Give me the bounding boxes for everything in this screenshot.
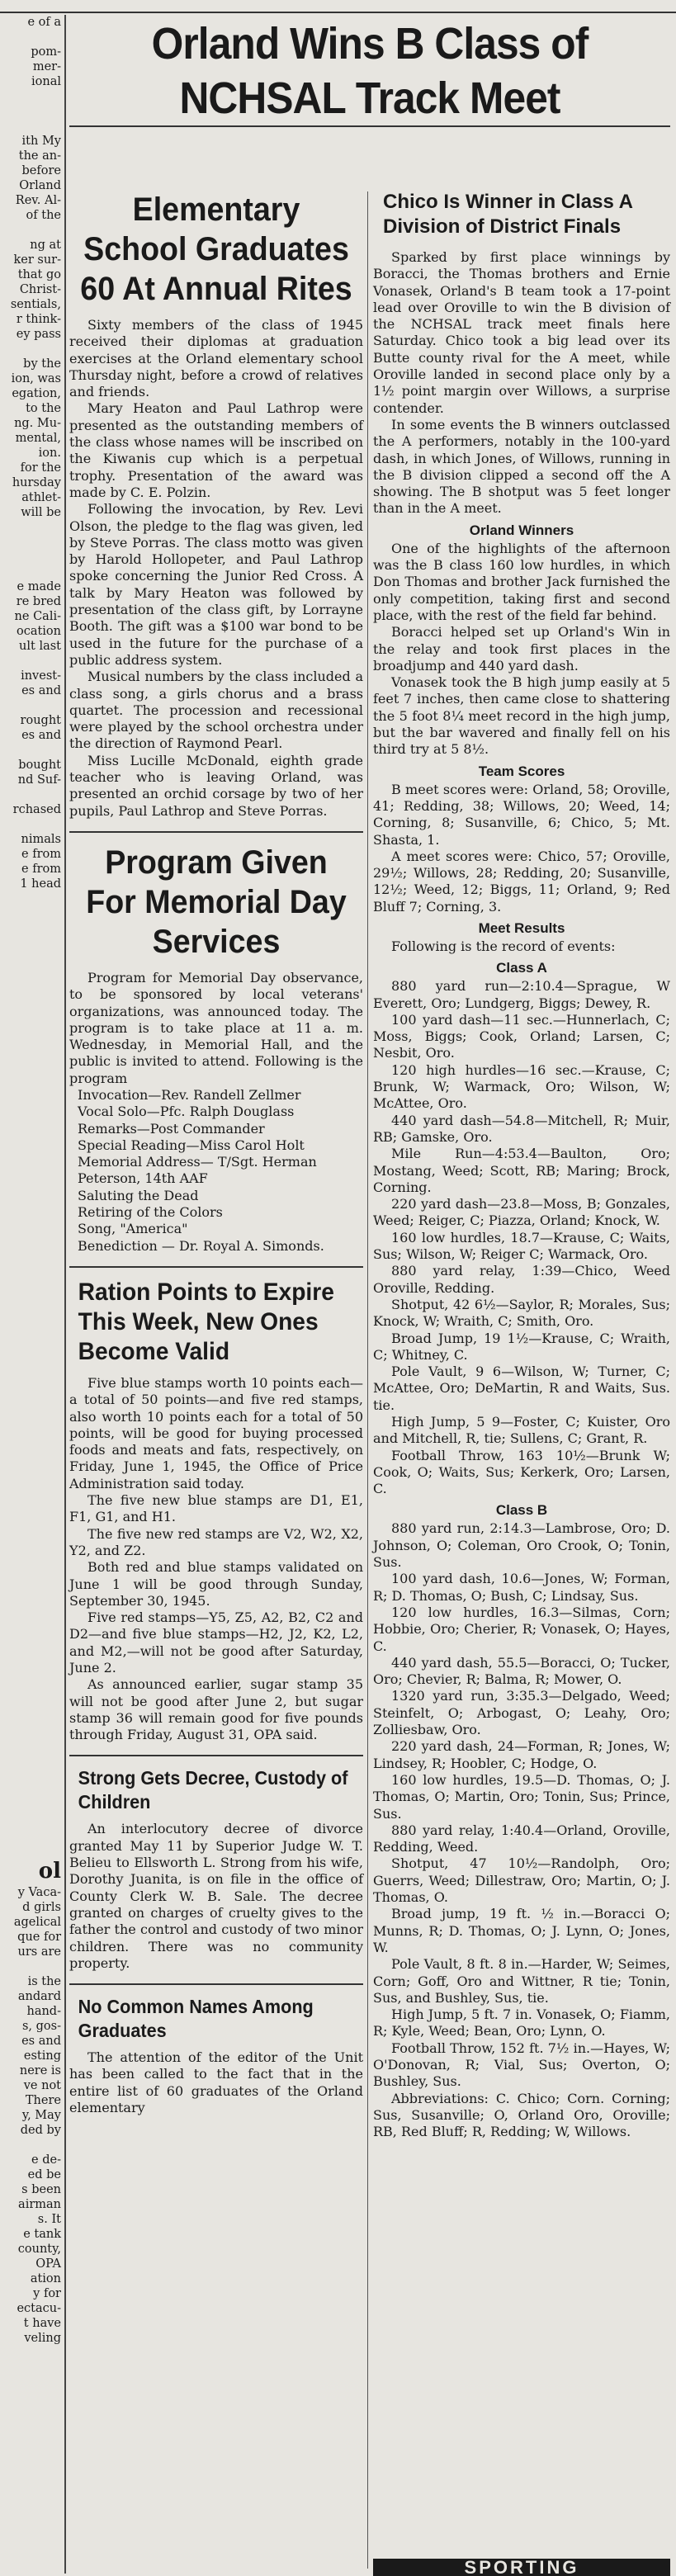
elementary-paragraph: Mary Heaton and Paul Lathrop were presented as the outstanding members of the class whose names will be inscribed on the Kiwanis cup which is a perpetual trophy. Presentation of the award was made by C. E. Polzin. [69,400,363,500]
ration-headline: Ration Points to Expire This Week, New Ones Become Valid [78,1278,334,1365]
left-strip-line [0,223,64,238]
left-strip-line [0,654,64,669]
class-b-event: Abbreviations: C. Chico; Corn. Corning; Sus, Susanville; O, Orland Oro, Oroville; RB, Red Bluff; R, Redding; W, Willows. [373,2090,670,2140]
ration-article-body [69,1375,363,1744]
left-strip-line [0,30,64,45]
chico-paragraph: Sparked by first place winnings by Boracci, the Thomas brothers and Ernie Vonasek, Orland's B team took a 17-point lead over Oroville to win the B division of the NCHSAL track meet finals here Saturday. Chico took a big lead over its Butte county rival for the A meet, while Oroville landed in second place only by a 1½ point margin over Willows, a surprise contender. [373,249,670,416]
program-item: Song, "America" [78,1221,188,1237]
left-strip-line: ocation [16,625,61,638]
left-strip-line [0,119,64,134]
chico-paragraph: In some events the B winners outclassed the A performers, notably in the 100-yard dash, in which Jones, of Willows, running in the B division clipped a second off the A showing. The B shotput was 5 feet longer than in the A meet. [373,416,670,517]
left-strip-line: ectacu- [17,2302,61,2315]
left-strip-line: that go [17,268,61,281]
program-item: Remarks—Post Commander [78,1120,265,1137]
left-strip-line: will be [21,506,61,519]
left-strip-line: e from [21,863,61,876]
class-a-event: Pole Vault, 9 6—Wilson, W; Turner, C; McAttee, Oro; DeMartin, R and Waits, Sus. tie. [373,1364,670,1413]
results-intro: Following is the record of events: [391,938,616,954]
class-a-event: Mile Run—4:53.4—Baulton, Oro; Mostang, Weed; Scott, RB; Maring; Brock, Corning. [373,1146,670,1195]
program-item: Memorial Address— T/Sgt. Herman Peterson, 14th AAF [78,1154,317,1187]
left-strip-line: e made [17,580,61,593]
left-strip-line: s, gos- [21,2020,61,2033]
memorial-program-list [69,1087,363,1255]
class-b-event: Pole Vault, 8 ft. 8 in.—Harder, W; Seimes, Corn; Goff, Oro and Wittner, R tie; Tonin, Sus, and Bushley, Sus, tie. [373,1956,670,2006]
left-strip-line: que for [17,1931,61,1944]
ration-paragraph: The five new red stamps are V2, W2, X2, Y2, and Z2. [69,1525,363,1558]
column-divider [367,191,368,2569]
left-strip-line: es and [21,729,61,742]
class-a-event: 160 low hurdles, 18.7—Krause, C; Waits, Sus; Wilson, W; Reiger C; Warmack, Oro. [373,1229,670,1263]
left-strip-line: agelical [13,1916,61,1929]
left-strip-line: ion, was [11,372,61,385]
names-headline: No Common Names Among Graduates [78,1996,314,2042]
left-strip-line: Rev. Al- [15,194,61,207]
winners-body [373,541,670,759]
left-strip-line [0,2138,64,2153]
left-strip-line: es and [21,2035,61,2048]
left-strip-line: t have [23,2317,61,2330]
class-a-event: High Jump, 5 9—Foster, C; Kuister, Oro and Mitchell, R, tie; Sullens, C; Grant, R. [373,1414,670,1447]
left-strip-line: rought [20,714,61,727]
ration-paragraph: Five blue stamps worth 10 points each—a total of 50 points—and five red stamps, also worth 10 points each for a total of 50 points, will be good for buying processed foods and meats and fats, respectively, on Friday, June 1, 1945, the Office of Price Administration said today. [69,1374,363,1491]
class-b-results [373,1520,670,2140]
custody-body: An interlocutory decree of divorce granted May 11 by Superior Judge W. T. Belieu to Ellsworth L. Strong from his wife, Dorothy Juanita, is on file in the office of County Clerk W. B. Sale. The decree granted on charges of cruelty gives to the father the control and custody of two minor children. There was no community property. [69,1821,363,1971]
class-b-subhead: Class B [495,1502,548,1519]
left-strip-line [0,698,64,713]
class-a-subhead: Class A [496,960,547,976]
chico-article-body [373,249,670,518]
team-scores-subhead: Team Scores [478,763,565,779]
left-article-column [69,190,363,2116]
left-strip-line: to the [26,402,61,415]
left-strip-line [0,787,64,802]
main-headline [69,17,670,127]
sporting-banner: SPORTING [373,2559,670,2576]
left-strip-line: ng. Mu- [14,417,61,430]
elementary-article-body [69,317,363,820]
left-strip-line: pom- [31,45,61,59]
left-strip-line: ng at [30,239,61,252]
elementary-paragraph: Following the invocation, by Rev. Levi Olson, the pledge to the flag was given, led by Steve Porras. The class motto was given by Harold Hollopeter, and Paul Lathrop spoke concerning the Junior Red Cross. A talk by Mary Heaton was followed by presentation of the class gift, by Lorrayne Booth. The gift was a $100 war bond to be used in the future for the purchase of a public address system. [69,501,363,668]
left-strip-line: e of a [27,16,61,29]
left-cutoff-column [0,15,66,2574]
orland-winners-subhead: Orland Winners [469,522,574,538]
top-masthead-fragment [0,0,676,13]
left-strip-line: for the [20,461,61,475]
scores-paragraph: A meet scores were: Chico, 57; Oroville, 29½; Willows, 28; Redding, 20; Susanville, 12½; Weed, 12; Biggs, 11; Orland, 9; Red Bluff 7; Corning, 3. [373,848,670,915]
left-strip-line: athlet- [21,491,61,504]
elementary-paragraph: Musical numbers by the class included a class song, a girls chorus and a brass quartet. The procession and recessional were played by the school orchestra under the direction of Raymond Pearl. [69,669,363,752]
left-strip-line: ol [38,1859,61,1884]
scores-paragraph: B meet scores were: Orland, 58; Oroville, 41; Redding, 38; Willows, 20; Weed, 14; Corning, 8; Susanville, 6; Chico, 5; Mt. Shasta, 1. [373,781,670,848]
left-strip-line: ed be [27,2168,61,2181]
meet-results-subhead: Meet Results [478,919,565,936]
left-strip-line: ne Cali- [14,610,61,623]
program-item: Invocation—Rev. Randell Zellmer [78,1086,301,1103]
left-strip-line: r think- [16,313,61,326]
elementary-paragraph: Sixty members of the class of 1945 received their diplomas at graduation exercises at the Orland elementary school Thursday night, before a crowd of relatives and friends. [69,317,363,400]
left-strip-line: mental, [15,432,61,445]
left-strip-line [0,342,64,357]
class-b-event: 880 yard run, 2:14.3—Lambrose, Oro; D. Johnson, O; Coleman, Oro Crook, O; Tonin, Sus. [373,1520,670,1571]
left-strip-line: e de- [31,2153,61,2167]
class-b-event: Shotput, 47 10½—Randolph, Oro; Guerrs, Weed; Dillestraw, Oro; Martin, O; J. Thomas, O. [373,1855,670,1906]
left-strip-line [0,550,64,565]
ration-paragraph: Both red and blue stamps validated on June 1 will be good through Sunday, September 30, 1945. [69,1559,363,1609]
left-strip-line: re bred [16,595,61,608]
program-item: Retiring of the Colors [78,1204,223,1221]
left-strip-line: s been [21,2183,61,2196]
headline-line-1: Orland Wins B Class of [151,19,589,69]
class-a-event: Football Throw, 163 10½—Brunk W; Cook, O; Waits, Sus; Kerkerk, Oro; Larsen, C. [373,1447,670,1497]
left-strip-line: hand- [26,2005,61,2018]
left-strip-line [0,89,64,104]
left-strip-line [0,104,64,119]
left-strip-line: y Vaca- [17,1886,61,1899]
left-strip-line: Christ- [19,283,61,296]
left-strip-line: e from [21,848,61,861]
left-strip-line: nimals [21,833,61,846]
winners-paragraph: Vonasek took the B high jump easily at 5 feet 7 inches, then came close to shattering the 5 foot 8¼ meet record in the high jump, but the bar wavered and finally fell on his third try at 5 8½. [373,674,670,758]
left-strip-line: esting [23,2049,61,2063]
memorial-headline: Program Given For Memorial Day Services [86,844,347,960]
left-strip-line: es and [21,684,61,697]
left-strip-line: ey pass [16,328,61,341]
left-strip-line: mer- [32,60,61,73]
class-b-event: 1320 yard run, 3:35.3—Delgado, Weed; Steinfelt, O; Arbogast, O; Leahy, Oro; Zolliesbaw, Oro. [373,1688,670,1738]
custody-headline: Strong Gets Decree, Custody of Children [78,1767,348,1813]
left-strip-line: urs are [17,1945,61,1959]
headline-line-2: NCHSAL Track Meet [179,73,560,123]
names-body: The attention of the editor of the Unit has been called to the fact that in the entire list of 60 graduates of the Orland elementary [69,2049,363,2116]
left-strip-line: county, [17,2243,61,2256]
left-strip-line: ion. [38,447,61,460]
left-strip-line [0,535,64,550]
left-strip-line: 1 head [20,877,61,891]
class-a-event: 880 yard relay, 1:39—Chico, Weed Oroville, Redding. [373,1263,670,1296]
scores-body [373,782,670,915]
program-item: Benediction — Dr. Royal A. Simonds. [78,1237,324,1254]
left-strip-line: of the [26,209,61,222]
left-strip-line: andard [17,1990,61,2003]
class-a-event: 100 yard dash—11 sec.—Hunnerlach, C; Moss, Biggs; Cook, Orland; Larsen, C; Nesbit, Oro. [373,1011,670,1061]
left-strip-line: rchased [12,803,61,816]
left-strip-line: OPA [35,2257,61,2271]
class-b-event: 220 yard dash, 24—Forman, R; Jones, W; Lindsey, R; Hoobler, C; Hodge, O. [373,1738,670,1771]
left-strip-line: before [21,164,61,177]
class-b-event: Broad jump, 19 ft. ½ in.—Boracci O; Munns, R; D. Thomas, O; J. Lynn, O; Jones, W. [373,1906,670,1955]
class-a-event: 440 yard dash—54.8—Mitchell, R; Muir, RB; Gamske, Oro. [373,1112,670,1145]
left-strip-line: ker sur- [13,253,61,267]
class-b-event: 120 low hurdles, 16.3—Silmas, Corn; Hobbie, Oro; Cherier, R; Vonasek, O; Hayes, C. [373,1604,670,1654]
program-item: Saluting the Dead [78,1187,199,1203]
memorial-intro: Program for Memorial Day observance, to be sponsored by local veterans' organizations, was announced today. The program is to take place at 11 a. m. Wednesday, in Memorial Hall, and the public is invited to attend. Following is the program [69,969,363,1086]
winners-paragraph: Boracci helped set up Orland's Win in the relay and took first places in the broadjump and 440 yard dash. [373,624,670,674]
class-a-results [373,978,670,1497]
class-b-event: 100 yard dash, 10.6—Jones, W; Forman, R; D. Thomas, O; Bush, C; Lindsay, Sus. [373,1571,670,1604]
left-strip-line: by the [23,357,61,371]
left-strip-line: s. It [37,2213,61,2226]
left-strip-line [0,565,64,579]
left-strip-line: the an- [18,149,61,163]
left-strip-line: ve not [23,2079,61,2092]
left-strip-line: There [25,2094,61,2107]
left-strip-line: d girls [22,1901,61,1914]
left-strip-line: egation, [12,387,61,400]
left-strip-line: is the [27,1975,61,1988]
class-a-event: Broad Jump, 19 1½—Krause, C; Wraith, C; Whitney, C. [373,1330,670,1363]
left-strip-line: bought [18,759,61,772]
left-strip-line [0,743,64,758]
left-strip-line [0,817,64,832]
left-strip-line: hursday [12,476,61,489]
left-strip-line: airman [18,2198,61,2211]
left-strip-line: ation [30,2272,61,2285]
left-strip-line [0,1959,64,1974]
left-strip-line: sentials, [10,298,61,311]
class-b-event: 440 yard dash, 55.5—Boracci, O; Tucker, Oro; Chevier, R; Balma, R; Mower, O. [373,1654,670,1688]
ration-paragraph: As announced earlier, sugar stamp 35 will not be good after June 2, but sugar stamp 36 will remain good for five pounds through Friday, August 31, OPA said. [69,1676,363,1743]
left-strip-line: veling [24,2332,61,2345]
left-strip-line: ional [31,75,61,88]
class-a-event: 220 yard dash—23.8—Moss, B; Gonzales, Weed; Reiger, C; Piazza, Orland; Knock, W. [373,1196,670,1229]
class-a-event: 880 yard run—2:10.4—Sprague, W Everett, Oro; Lundgerg, Biggs; Dewey, R. [373,978,670,1011]
class-b-event: Football Throw, 152 ft. 7½ in.—Hayes, W; O'Donovan, R; Vial, Sus; Overton, O; Bushley, Sus. [373,2040,670,2090]
elementary-paragraph: Miss Lucille McDonald, eighth grade teacher who is leaving Orland, was presented an orchid corsage by two of her pupils, Paul Lathrop and Steve Porras. [69,752,363,819]
right-article-column [373,190,670,2140]
ration-paragraph: The five new blue stamps are D1, E1, F1, G1, and H1. [69,1492,363,1525]
class-b-event: 880 yard relay, 1:40.4—Orland, Oroville, Redding, Weed. [373,1822,670,1855]
class-a-event: Shotput, 42 6½—Saylor, R; Morales, Sus; Knock, W; Wraith, C; Smith, Oro. [373,1296,670,1330]
class-a-event: 120 high hurdles—16 sec.—Krause, C; Brunk, W; Warmack, Oro; Wilson, W; McAttee, Oro. [373,1061,670,1112]
chico-headline: Chico Is Winner in Class A Division of District Finals [383,191,633,238]
left-strip-line: ult last [19,640,61,653]
left-strip-line: nere is [19,2064,61,2077]
ration-paragraph: Five red stamps—Y5, Z5, A2, B2, C2 and D2—and five blue stamps—H2, J2, K2, L2, and M2,—will not be good after Saturday, June 2. [69,1609,363,1676]
left-strip-line: ith My [21,135,61,148]
elementary-headline: Elementary School Graduates 60 At Annual Rites [80,191,352,307]
left-strip-line: Orland [19,179,61,192]
left-strip-line: y for [33,2287,61,2300]
left-strip-line: invest- [21,669,61,683]
left-strip-line: y, May [21,2109,61,2122]
class-b-event: High Jump, 5 ft. 7 in. Vonasek, O; Fiamm, R; Kyle, Weed; Bean, Oro; Lynn, O. [373,2006,670,2040]
program-item: Vocal Solo—Pfc. Ralph Douglass [78,1104,295,1120]
left-strip-line: nd Suf- [17,773,61,787]
left-strip-line [0,520,64,535]
program-item: Special Reading—Miss Carol Holt [78,1137,305,1153]
winners-paragraph: One of the highlights of the afternoon was the B class 160 low hurdles, in which Don Thomas and brother Jack furnished the only competition, taking first and second place, with the rest of the field far behind. [373,540,670,623]
class-b-event: 160 low hurdles, 19.5—D. Thomas, O; J. Thomas, O; Martin, Oro; Tonin, Sus; Prince, Sus. [373,1771,670,1822]
left-strip-line: ded by [20,2124,61,2137]
left-strip-line: e tank [23,2228,61,2241]
